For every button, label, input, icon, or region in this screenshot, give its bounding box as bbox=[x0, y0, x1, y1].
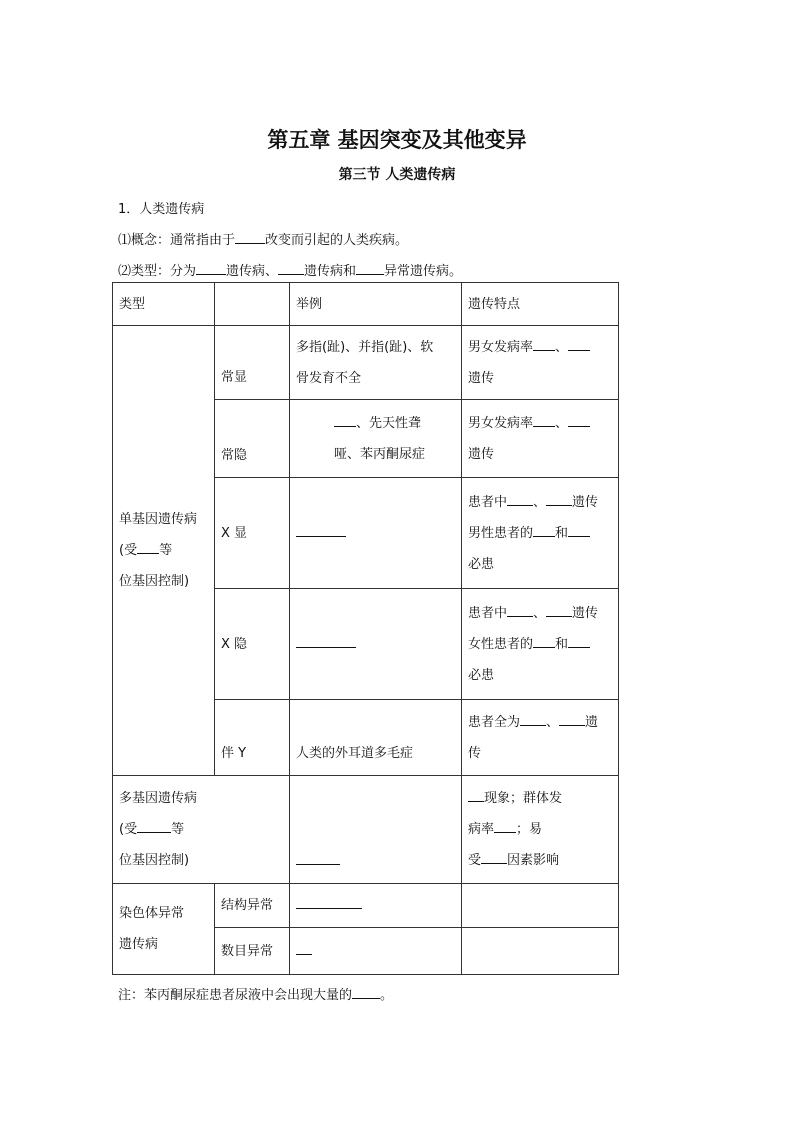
single-gene-l2b: 等 bbox=[159, 543, 173, 558]
ar-f1b: 、 bbox=[555, 415, 569, 431]
blank bbox=[507, 604, 533, 617]
ar-example bbox=[290, 400, 462, 478]
section-title: 第三节 人类遗传病 bbox=[338, 167, 456, 183]
ar-label: 常隐 bbox=[215, 400, 290, 478]
polygenic-example bbox=[290, 776, 462, 884]
blank bbox=[296, 852, 340, 865]
blank bbox=[296, 635, 356, 648]
item1-heading: 1．人类遗传病 bbox=[118, 202, 205, 217]
blank bbox=[468, 789, 484, 802]
y-f1c: 遗 bbox=[585, 714, 599, 730]
table-header-row bbox=[113, 283, 619, 326]
note-suffix: 。 bbox=[380, 988, 394, 1003]
blank bbox=[137, 541, 159, 554]
concept-suffix: 改变而引起的人类疾病。 bbox=[265, 233, 409, 248]
blank bbox=[352, 986, 380, 999]
xr-f1a: 患者中 bbox=[468, 605, 508, 621]
numerical-example bbox=[290, 928, 462, 975]
blank bbox=[568, 414, 590, 427]
blank bbox=[559, 713, 585, 726]
blank bbox=[507, 493, 533, 506]
blank bbox=[568, 635, 590, 648]
ad-example-l1: 多指(趾)、并指(趾)、软 bbox=[296, 339, 434, 355]
y-features-l1 bbox=[468, 707, 618, 738]
single-gene-l2a: (受 bbox=[119, 543, 138, 558]
xr-f1b: 、 bbox=[533, 605, 547, 621]
ad-features-l1 bbox=[468, 332, 618, 363]
single-gene-l3: 位基因控制) bbox=[119, 574, 190, 589]
ar-f1a: 男女发病率 bbox=[468, 415, 534, 431]
blank bbox=[296, 896, 362, 909]
ad-f1b: 、 bbox=[555, 339, 569, 355]
xr-features bbox=[462, 589, 619, 700]
ar-example-l2: 哑、苯丙酮尿症 bbox=[334, 446, 426, 462]
blank bbox=[533, 635, 555, 648]
xr-example bbox=[290, 589, 462, 700]
ar-example-l1 bbox=[334, 408, 461, 439]
types-line bbox=[118, 260, 462, 279]
y-f2: 传 bbox=[468, 745, 482, 761]
table-row bbox=[113, 884, 619, 928]
blank bbox=[334, 414, 356, 427]
blank bbox=[568, 338, 590, 351]
ad-f2: 遗传 bbox=[468, 370, 495, 386]
y-example: 人类的外耳道多毛症 bbox=[290, 700, 462, 776]
xr-features-l1 bbox=[468, 598, 618, 629]
polygenic-f2a: 病率 bbox=[468, 822, 495, 837]
xd-example bbox=[290, 478, 462, 589]
xr-features-l2 bbox=[468, 629, 618, 660]
ad-example-l2: 骨发育不全 bbox=[296, 370, 362, 386]
blank bbox=[533, 524, 555, 537]
single-gene-l1: 单基因遗传病 bbox=[119, 512, 198, 527]
structural-example bbox=[290, 884, 462, 928]
chromosomal-l1: 染色体异常 bbox=[119, 906, 185, 921]
polygenic-l2b: 等 bbox=[171, 822, 185, 837]
polygenic-l3: 位基因控制) bbox=[119, 853, 190, 868]
polygenic-f2 bbox=[468, 814, 618, 845]
types-mid2: 遗传病和 bbox=[304, 264, 357, 279]
polygenic-f1 bbox=[468, 783, 618, 814]
note-prefix: 注：苯丙酮尿症患者尿液中会出现大量的 bbox=[118, 988, 353, 1003]
blank bbox=[235, 231, 265, 244]
ad-features bbox=[462, 326, 619, 400]
polygenic-l1: 多基因遗传病 bbox=[119, 791, 198, 806]
xd-features bbox=[462, 478, 619, 589]
ad-f1a: 男女发病率 bbox=[468, 339, 534, 355]
blank bbox=[546, 493, 572, 506]
y-features bbox=[462, 700, 619, 776]
chapter-title: 第五章 基因突变及其他变异 bbox=[267, 127, 527, 152]
blank bbox=[533, 338, 555, 351]
blank bbox=[533, 414, 555, 427]
ar-features-l1 bbox=[468, 408, 618, 439]
blank bbox=[520, 713, 546, 726]
chromosomal-cell bbox=[113, 884, 215, 975]
polygenic-f2b: ；易 bbox=[516, 822, 543, 837]
xd-label: X 显 bbox=[215, 478, 290, 589]
header-features: 遗传特点 bbox=[462, 283, 619, 326]
blank bbox=[278, 262, 304, 275]
y-label: 伴 Y bbox=[215, 700, 290, 776]
xr-f1c: 遗传 bbox=[572, 605, 599, 621]
blank bbox=[296, 524, 346, 537]
concept-line bbox=[118, 229, 408, 248]
xd-f1c: 遗传 bbox=[572, 494, 599, 510]
structural-features bbox=[462, 884, 619, 928]
blank bbox=[494, 820, 516, 833]
blank bbox=[137, 820, 171, 833]
header-subtype bbox=[215, 283, 290, 326]
blank bbox=[196, 262, 226, 275]
table-row bbox=[113, 326, 619, 400]
single-gene-cell bbox=[113, 326, 215, 776]
xd-features-l2 bbox=[468, 518, 618, 549]
polygenic-f1-text: 现象；群体发 bbox=[484, 791, 563, 806]
polygenic-f3 bbox=[468, 845, 618, 876]
y-f1b: 、 bbox=[546, 714, 560, 730]
table-row bbox=[113, 776, 619, 884]
numerical-features bbox=[462, 928, 619, 975]
concept-prefix: ⑴概念：通常指由于 bbox=[118, 233, 236, 248]
ad-example bbox=[290, 326, 462, 400]
xr-f3: 必患 bbox=[468, 667, 495, 683]
blank bbox=[568, 524, 590, 537]
xd-f1a: 患者中 bbox=[468, 494, 508, 510]
ar-ex1: 、先天性聋 bbox=[356, 415, 422, 431]
blank bbox=[481, 851, 507, 864]
xd-f2a: 男性患者的 bbox=[468, 525, 534, 541]
polygenic-cell bbox=[113, 776, 290, 884]
ad-label: 常显 bbox=[215, 326, 290, 400]
polygenic-features bbox=[462, 776, 619, 884]
footnote bbox=[118, 984, 393, 1003]
xd-f2b: 和 bbox=[555, 525, 569, 541]
xd-features-l1 bbox=[468, 487, 618, 518]
header-type: 类型 bbox=[113, 283, 215, 326]
xd-f3: 必患 bbox=[468, 556, 495, 572]
y-f1a: 患者全为 bbox=[468, 714, 521, 730]
xr-f2a: 女性患者的 bbox=[468, 636, 534, 652]
structural-label: 结构异常 bbox=[215, 884, 290, 928]
header-example: 举例 bbox=[290, 283, 462, 326]
xr-label: X 隐 bbox=[215, 589, 290, 700]
ar-f2: 遗传 bbox=[468, 446, 495, 462]
types-prefix: ⑵类型：分为 bbox=[118, 264, 197, 279]
chromosomal-l2: 遗传病 bbox=[119, 937, 159, 952]
blank bbox=[356, 262, 384, 275]
blank bbox=[296, 942, 312, 955]
polygenic-f3a: 受 bbox=[468, 853, 482, 868]
polygenic-l2a: (受 bbox=[119, 822, 138, 837]
blank bbox=[546, 604, 572, 617]
polygenic-f3b: 因素影响 bbox=[507, 853, 560, 868]
xd-f1b: 、 bbox=[533, 494, 547, 510]
types-mid1: 遗传病、 bbox=[226, 264, 279, 279]
numerical-label: 数目异常 bbox=[215, 928, 290, 975]
single-gene-l2 bbox=[119, 535, 214, 566]
xr-f2b: 和 bbox=[555, 636, 569, 652]
genetic-disease-table bbox=[112, 282, 619, 975]
ar-features bbox=[462, 400, 619, 478]
polygenic-l2 bbox=[119, 814, 289, 845]
types-suffix: 异常遗传病。 bbox=[384, 264, 463, 279]
